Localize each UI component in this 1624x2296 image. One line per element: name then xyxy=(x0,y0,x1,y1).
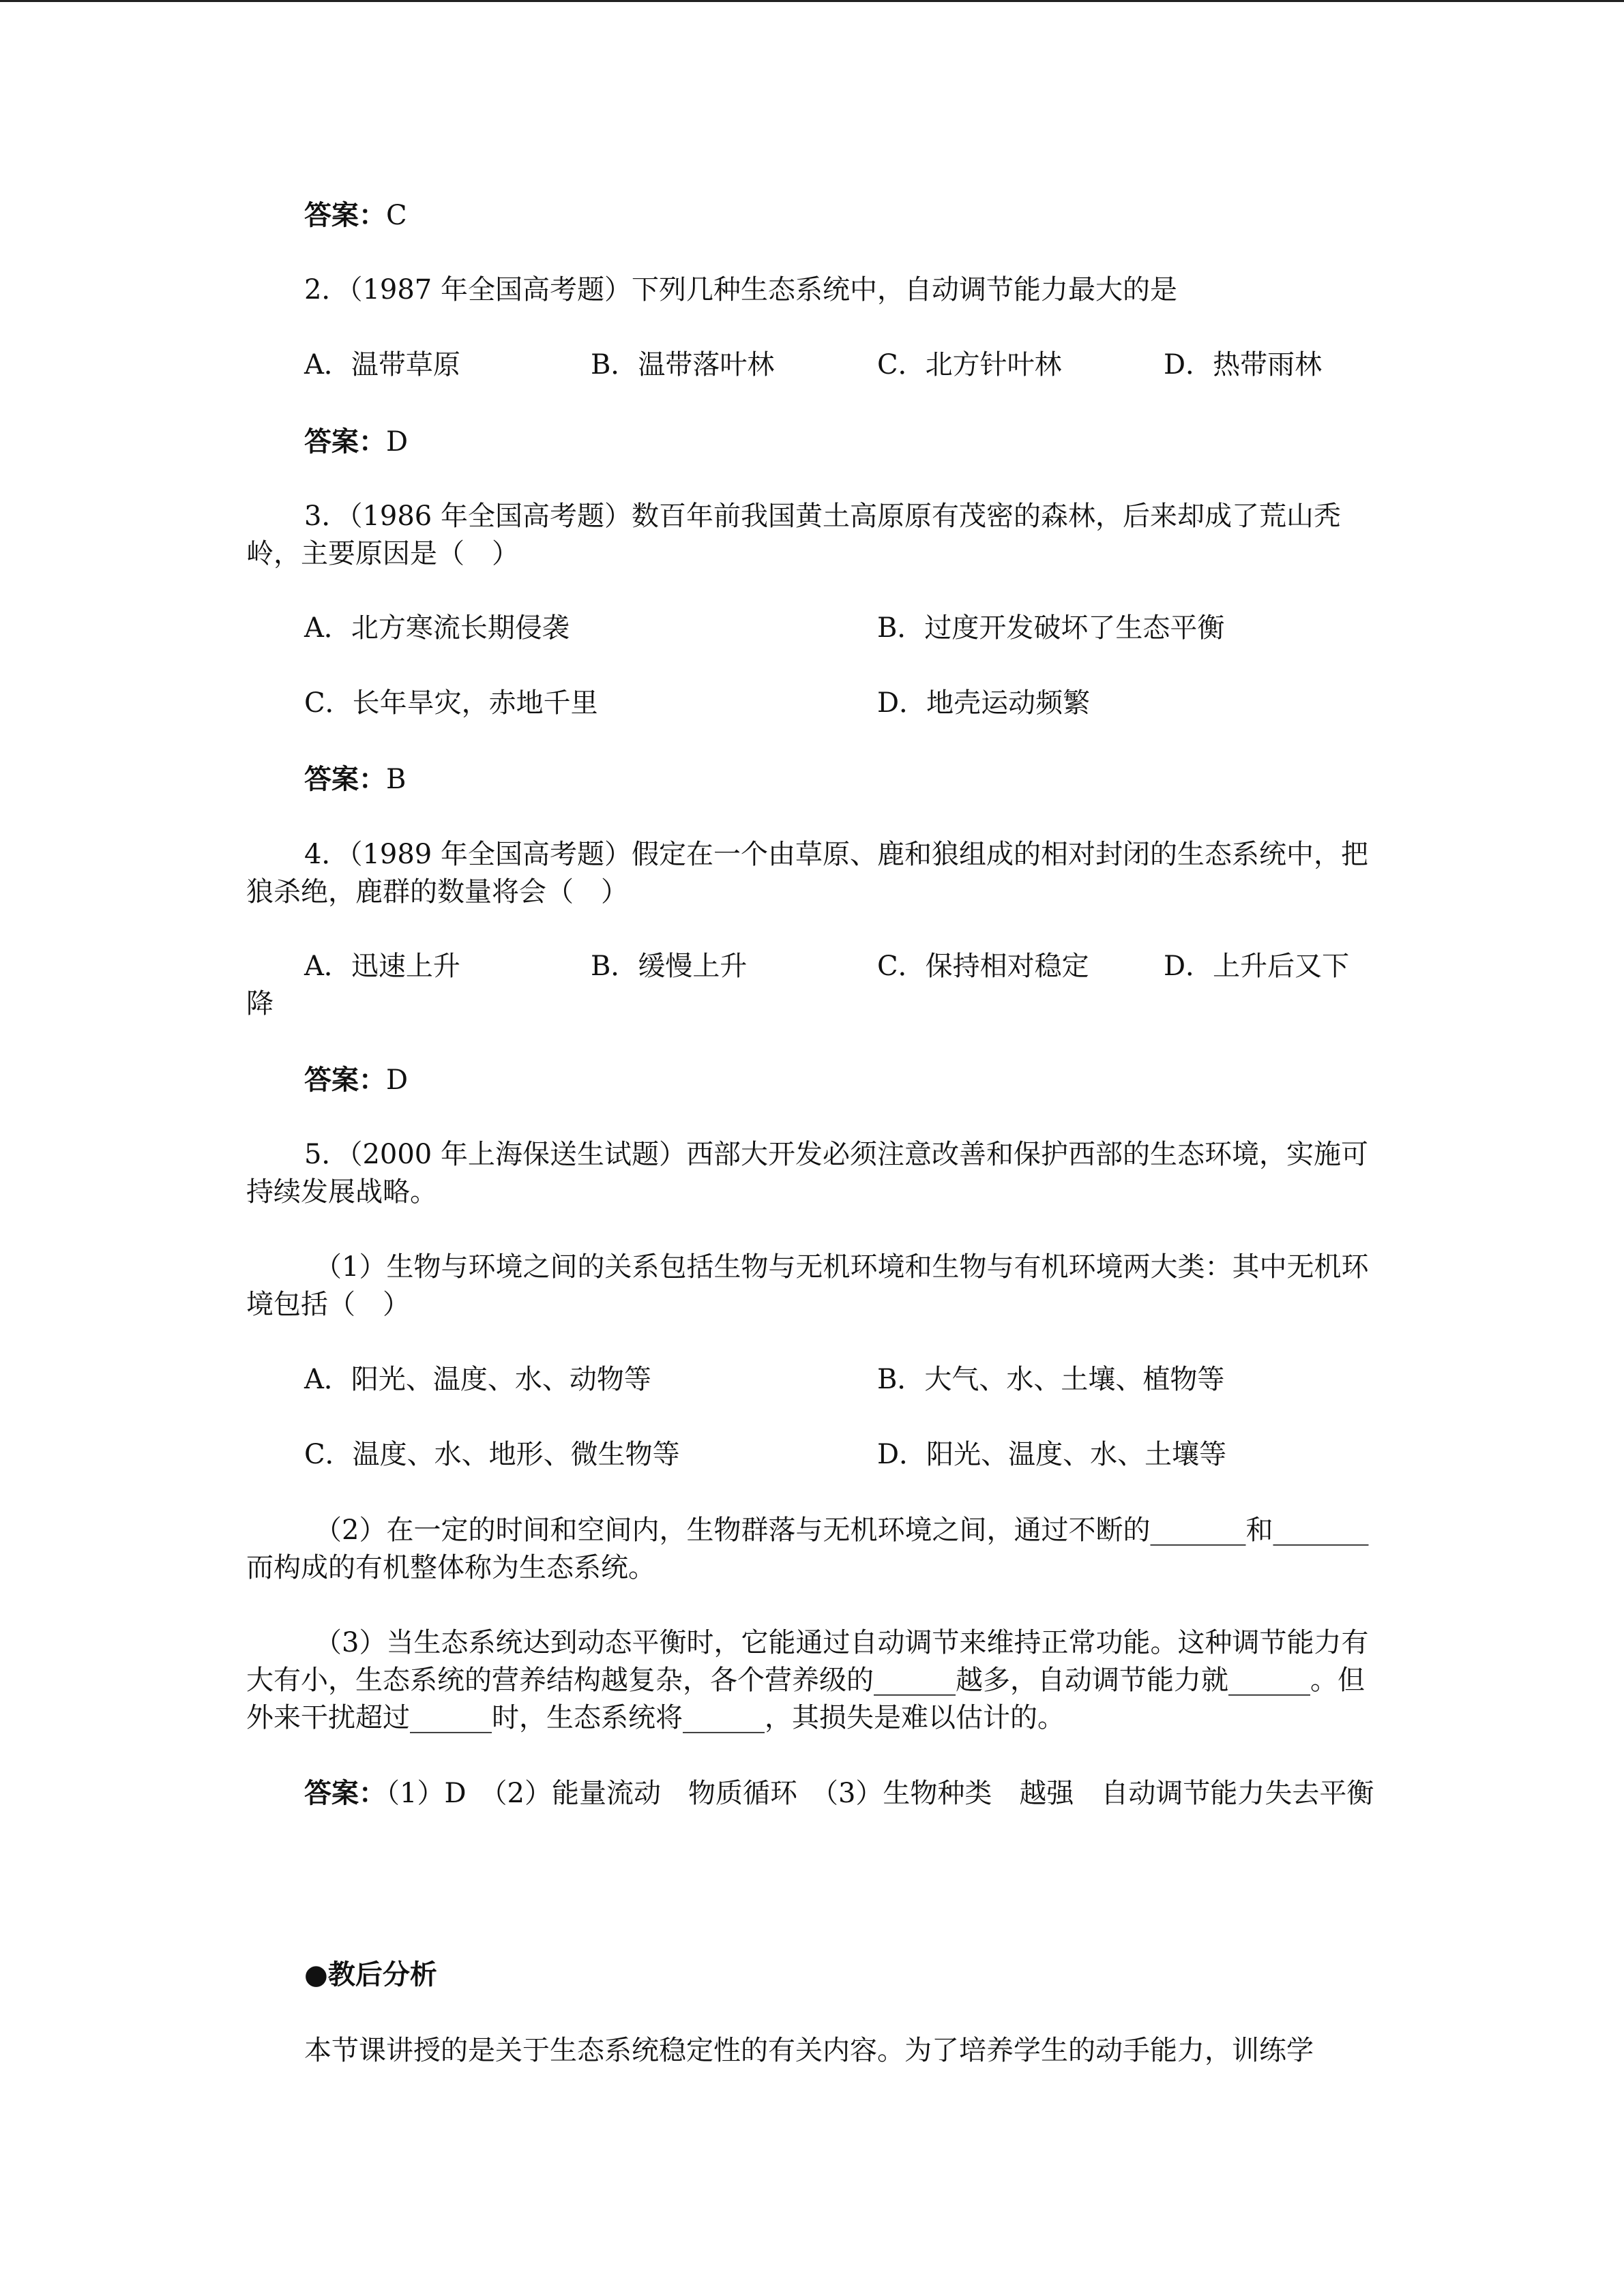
q4-option-c: C．保持相对稳定 xyxy=(877,951,1089,982)
q5-option-a: A．阳光、温度、水、动物等 xyxy=(304,1364,651,1395)
q2-option-c: C．北方针叶林 xyxy=(877,349,1062,381)
q3-answer: 答案：B xyxy=(304,763,407,795)
q3-option-d: D．地壳运动频繁 xyxy=(877,687,1091,719)
q2-option-d: D．热带雨林 xyxy=(1164,349,1323,381)
q4-answer: 答案：D xyxy=(304,1064,409,1096)
q3-option-b: B．过度开发破坏了生态平衡 xyxy=(877,612,1225,644)
q1-answer: 答案：C xyxy=(304,199,407,231)
q5-option-b: B．大气、水、土壤、植物等 xyxy=(877,1364,1225,1395)
q5-sub3: （3）当生态系统达到动态平衡时，它能通过自动调节来维持正常功能。这种调节能力有大有小，生态系统的营养结构越复杂，各个营养级的______越多，自动调节能力就______。但外来干扰超过______时，生态系统将______，其损失是难以估计的。 xyxy=(246,1627,1369,1733)
q2-option-b: B．温带落叶林 xyxy=(591,349,775,381)
q4-option-a: A．迅速上升 xyxy=(304,951,460,982)
q5-stem: 5．（2000 年上海保送生试题）西部大开发必须注意改善和保护西部的生态环境，实施可持续发展战略。 xyxy=(246,1139,1368,1208)
q4-option-d-wrap: 降 xyxy=(246,988,274,1019)
analysis-heading: ●教后分析 xyxy=(304,1958,437,1991)
q4-option-b: B．缓慢上升 xyxy=(591,951,748,982)
page-top-border xyxy=(0,0,1624,2)
q5-option-c: C．温度、水、地形、微生物等 xyxy=(304,1439,680,1470)
q5-answer: 答案：（1）D （2）能量流动 物质循环 （3）生物种类 越强 自动调节能力失去平衡 xyxy=(304,1777,1374,1809)
q4-option-d: D．上升后又下 xyxy=(1164,951,1350,982)
q2-option-a: A．温带草原 xyxy=(304,349,460,381)
q2-answer: 答案：D xyxy=(304,426,409,458)
q2-stem: 2．（1987 年全国高考题）下列几种生态系统中，自动调节能力最大的是 xyxy=(304,274,1177,305)
q5-sub1: （1）生物与环境之间的关系包括生物与无机环境和生物与有机环境两大类：其中无机环境包括（ ） xyxy=(246,1251,1369,1320)
q3-option-a: A．北方寒流长期侵袭 xyxy=(304,612,570,644)
q5-option-d: D．阳光、温度、水、土壤等 xyxy=(877,1439,1227,1470)
q4-stem: 4．（1989 年全国高考题）假定在一个由草原、鹿和狼组成的相对封闭的生态系统中，把狼杀绝，鹿群的数量将会（ ） xyxy=(246,839,1368,908)
q3-option-c: C．长年旱灾，赤地千里 xyxy=(304,687,598,719)
q3-stem: 3．（1986 年全国高考题）数百年前我国黄土高原原有茂密的森林，后来却成了荒山秃岭，主要原因是（ ） xyxy=(246,501,1341,569)
analysis-body: 本节课讲授的是关于生态系统稳定性的有关内容。为了培养学生的动手能力，训练学 xyxy=(304,2035,1314,2066)
q5-sub2: （2）在一定的时间和空间内，生物群落与无机环境之间，通过不断的_______和_______而构成的有机整体称为生态系统。 xyxy=(246,1515,1369,1583)
